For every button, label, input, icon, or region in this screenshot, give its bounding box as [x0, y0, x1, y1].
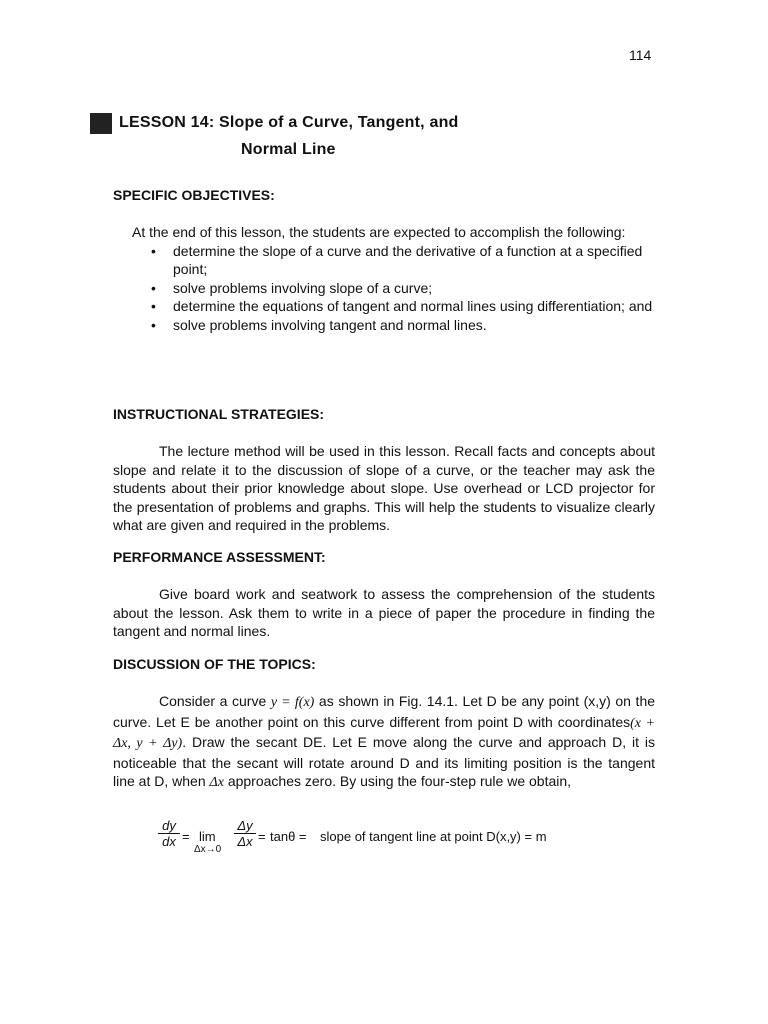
bullet-icon: •: [151, 316, 156, 333]
discussion-heading: DISCUSSION OF THE TOPICS:: [113, 656, 316, 672]
lesson-title-line1: LESSON 14: Slope of a Curve, Tangent, and: [119, 114, 459, 131]
title-square-icon: [90, 113, 112, 134]
bullet-icon: •: [151, 242, 156, 259]
delta-fraction: $\frac{\Delta y}{\Delta x}$: [234, 818, 256, 849]
objectives-heading: SPECIFIC OBJECTIVES:: [113, 187, 275, 203]
strategies-body: The lecture method will be used in this lesson. Recall facts and concepts about slope and relate it to the discussion of slope of a curve, or the teacher may ask the students about their prior knowledge about slope. Use overhead or LCD projector for the presentation of problems and graphs. This will help the students to visualize clearly what are given and required in the problems.: [113, 443, 655, 533]
assessment-heading: PERFORMANCE ASSESSMENT:: [113, 549, 326, 565]
lesson-title-line2: Normal Line: [241, 141, 336, 158]
discussion-body: Consider a curve y = f(x) as shown in Fig. 14.1. Let D be any point (x,y) on the curve. Let E be another point on this curve different from point D with coordinates(x + Δx, y + Δy). Draw the secant DE. Let E move along the curve and approach D, it is noticeable that the secant will rotate around D and its limiting position is the tangent line at D, when Δx approaches zero. By using the four-step rule we obtain,: [113, 693, 656, 790]
objectives-section: [113, 223, 655, 334]
list-item: • determine the equations of tangent and normal lines using differentiation; and: [151, 298, 653, 314]
slope-definition: slope of tangent line at point D(x,y) = m: [320, 829, 547, 844]
function-expression: y = f(x): [270, 695, 315, 710]
objectives-list: [113, 242, 655, 335]
coordinates-expression: (x + Δx, y + Δy): [113, 715, 655, 751]
objectives-intro: At the end of this lesson, the students are expected to accomplish the following:: [132, 224, 626, 240]
tan-theta: tanθ =: [270, 829, 307, 844]
delta-x-expression: Δx: [209, 775, 224, 790]
list-item: • solve problems involving tangent and normal lines.: [151, 316, 487, 333]
limit-symbol: lim: [199, 829, 216, 844]
page-number: 114: [629, 47, 652, 63]
list-item: • solve problems involving slope of a curve;: [151, 279, 433, 296]
limit-subscript: Δx→0: [194, 844, 222, 855]
strategies-heading: INSTRUCTIONAL STRATEGIES:: [113, 406, 325, 422]
bullet-icon: •: [151, 298, 156, 314]
assessment-body: Give board work and seatwork to assess the comprehension of the students about the lesson. Ask them to write in a piece of paper the procedure in finding the tangent and normal lines.: [113, 586, 655, 639]
bullet-icon: •: [151, 279, 156, 296]
list-item: • determine the slope of a curve and the derivative of a function at a specified point;: [151, 242, 643, 277]
dy-dx-fraction: $\frac{dy}{dx}$: [158, 818, 180, 849]
